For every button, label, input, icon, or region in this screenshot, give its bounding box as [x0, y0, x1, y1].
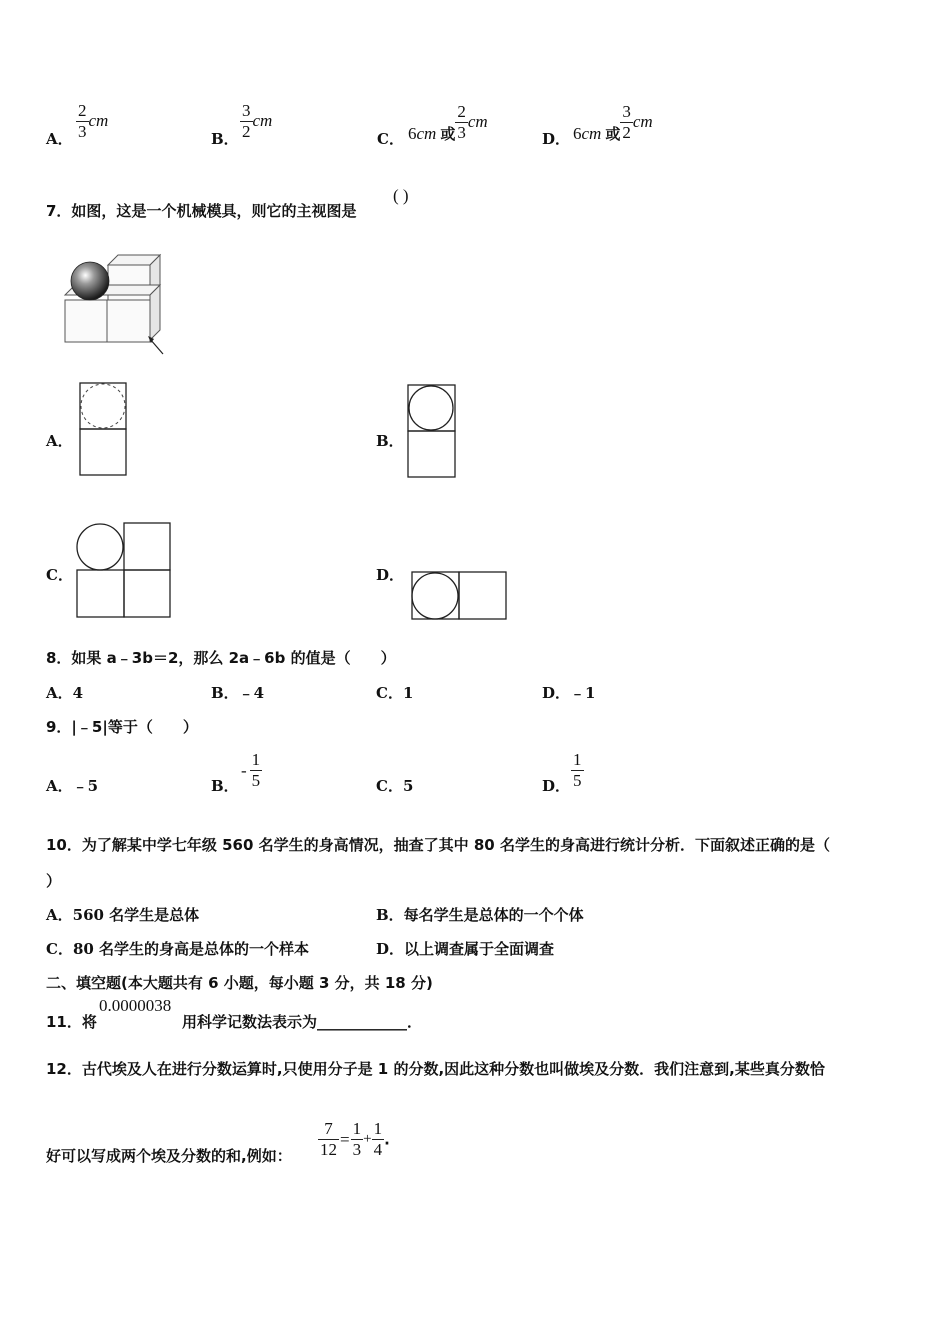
q6-option-d[interactable] [542, 128, 570, 149]
q9-option-b[interactable] [211, 775, 239, 796]
q7-option-d-label: D． [376, 566, 405, 584]
q6-a-fraction: $\frac{2}{3}$ [78, 101, 87, 141]
mold-illustration [55, 250, 170, 360]
q9-option-b-label: B． [211, 777, 239, 795]
q12-line2: 好可以写成两个埃及分数的和,例如： [46, 1147, 292, 1165]
q9-option-b-value: - $\frac{1}{5}$ [241, 750, 261, 790]
q12-fraction-1-3: $\frac{1}{3}$ [352, 1119, 362, 1159]
q7-option-a-figure[interactable] [79, 382, 129, 478]
q12-fraction-1-4: $\frac{1}{4}$ [373, 1119, 383, 1159]
q6-option-d-value: 6cm 或 $\frac{3}{2}$ cm [573, 102, 653, 143]
q7-option-b-label: B． [376, 432, 404, 450]
q9-option-d-value [571, 750, 584, 791]
q6-option-d-label: D． [542, 130, 571, 148]
q9-option-c[interactable]: C．5 [376, 777, 414, 795]
q6-d-fraction: $\frac{3}{2}$ [622, 102, 631, 142]
q7-stem: 7．如图，这是一个机械模具，则它的主视图是 [46, 202, 357, 220]
q12-line1: 12．古代埃及人在进行分数运算时,只使用分子是 1 的分数,因此这种分数也叫做埃及分数．我们注意到,某些真分数恰 [46, 1060, 825, 1078]
section-heading: 二、填空题(本大题共有 6 小题，每小题 3 分，共 18 分) [46, 974, 433, 992]
q11-number: 0.0000038 [99, 996, 172, 1015]
q6-option-a[interactable] [46, 128, 73, 149]
q8-option-a[interactable]: A．4 [46, 684, 84, 702]
q8-option-d[interactable]: D．﹣1 [542, 684, 596, 702]
q7-option-c-figure[interactable] [76, 522, 172, 620]
q10-option-a[interactable]: A．560 名学生是总体 [46, 906, 200, 924]
q10-stem-line1: 10．为了解某中学七年级 560 名学生的身高情况，抽查了其中 80 名学生的身高进行统计分析．下面叙述正确的是（ [46, 836, 830, 854]
q11-suffix: 用科学记数法表示为____________． [182, 1013, 423, 1031]
q10-option-b[interactable]: B．每名学生是总体的一个个体 [376, 906, 584, 924]
q7-option-c[interactable] [46, 564, 73, 585]
q6-option-c-label: C． [377, 130, 404, 148]
q9-option-d[interactable] [542, 775, 570, 796]
q9-b-fraction: $\frac{1}{5}$ [251, 750, 261, 790]
q9-d-fraction: $\frac{1}{5}$ [573, 750, 582, 790]
q7-option-d[interactable] [376, 564, 404, 585]
q6-option-a-value: $\frac{2}{3}$ cm [78, 101, 109, 141]
q6-option-c[interactable] [377, 128, 404, 149]
q8-stem: 8．如果 a﹣3b＝2，那么 2a﹣6b 的值是（ ） [46, 649, 396, 667]
q7-option-a[interactable] [46, 430, 73, 451]
q7-option-b[interactable] [376, 430, 404, 451]
q9-option-d-label: D． [542, 777, 571, 795]
q12-example-equation: $\frac{7}{12}$ = $\frac{1}{3}$ + $\frac{1}{4}$ . [320, 1119, 390, 1159]
q11-prefix: 11．将 [46, 1013, 97, 1031]
q8-option-c[interactable]: C．1 [376, 684, 414, 702]
q9-option-a[interactable]: A．﹣5 [46, 777, 99, 795]
q7-option-b-figure[interactable] [407, 384, 457, 480]
q6-option-b[interactable] [211, 128, 239, 149]
q7-option-a-label: A． [46, 432, 73, 450]
q7-option-c-label: C． [46, 566, 73, 584]
q6-option-b-value: $\frac{3}{2}$ cm [242, 101, 273, 141]
q11-answer-blank[interactable]: ____________ [317, 1013, 408, 1031]
q8-option-b[interactable]: B．﹣4 [211, 684, 265, 702]
q6-c-fraction: $\frac{2}{3}$ [457, 102, 466, 142]
q6-b-fraction: $\frac{3}{2}$ [242, 101, 251, 141]
q7-option-d-figure[interactable] [411, 571, 509, 621]
q12-fraction-7-12: $\frac{7}{12}$ [320, 1119, 337, 1159]
q10-stem-line2: ） [46, 872, 62, 890]
q7-answer-paren: ( ) [393, 186, 409, 205]
q6-option-b-label: B． [211, 130, 239, 148]
q6-option-c-value: 6cm 或 $\frac{2}{3}$ cm [408, 102, 488, 143]
q10-option-c[interactable]: C．80 名学生的身高是总体的一个样本 [46, 940, 310, 958]
q9-stem: 9．|﹣5|等于（ ） [46, 718, 198, 736]
q10-option-d[interactable]: D．以上调查属于全面调查 [376, 940, 555, 958]
q6-option-a-label: A． [46, 130, 73, 148]
